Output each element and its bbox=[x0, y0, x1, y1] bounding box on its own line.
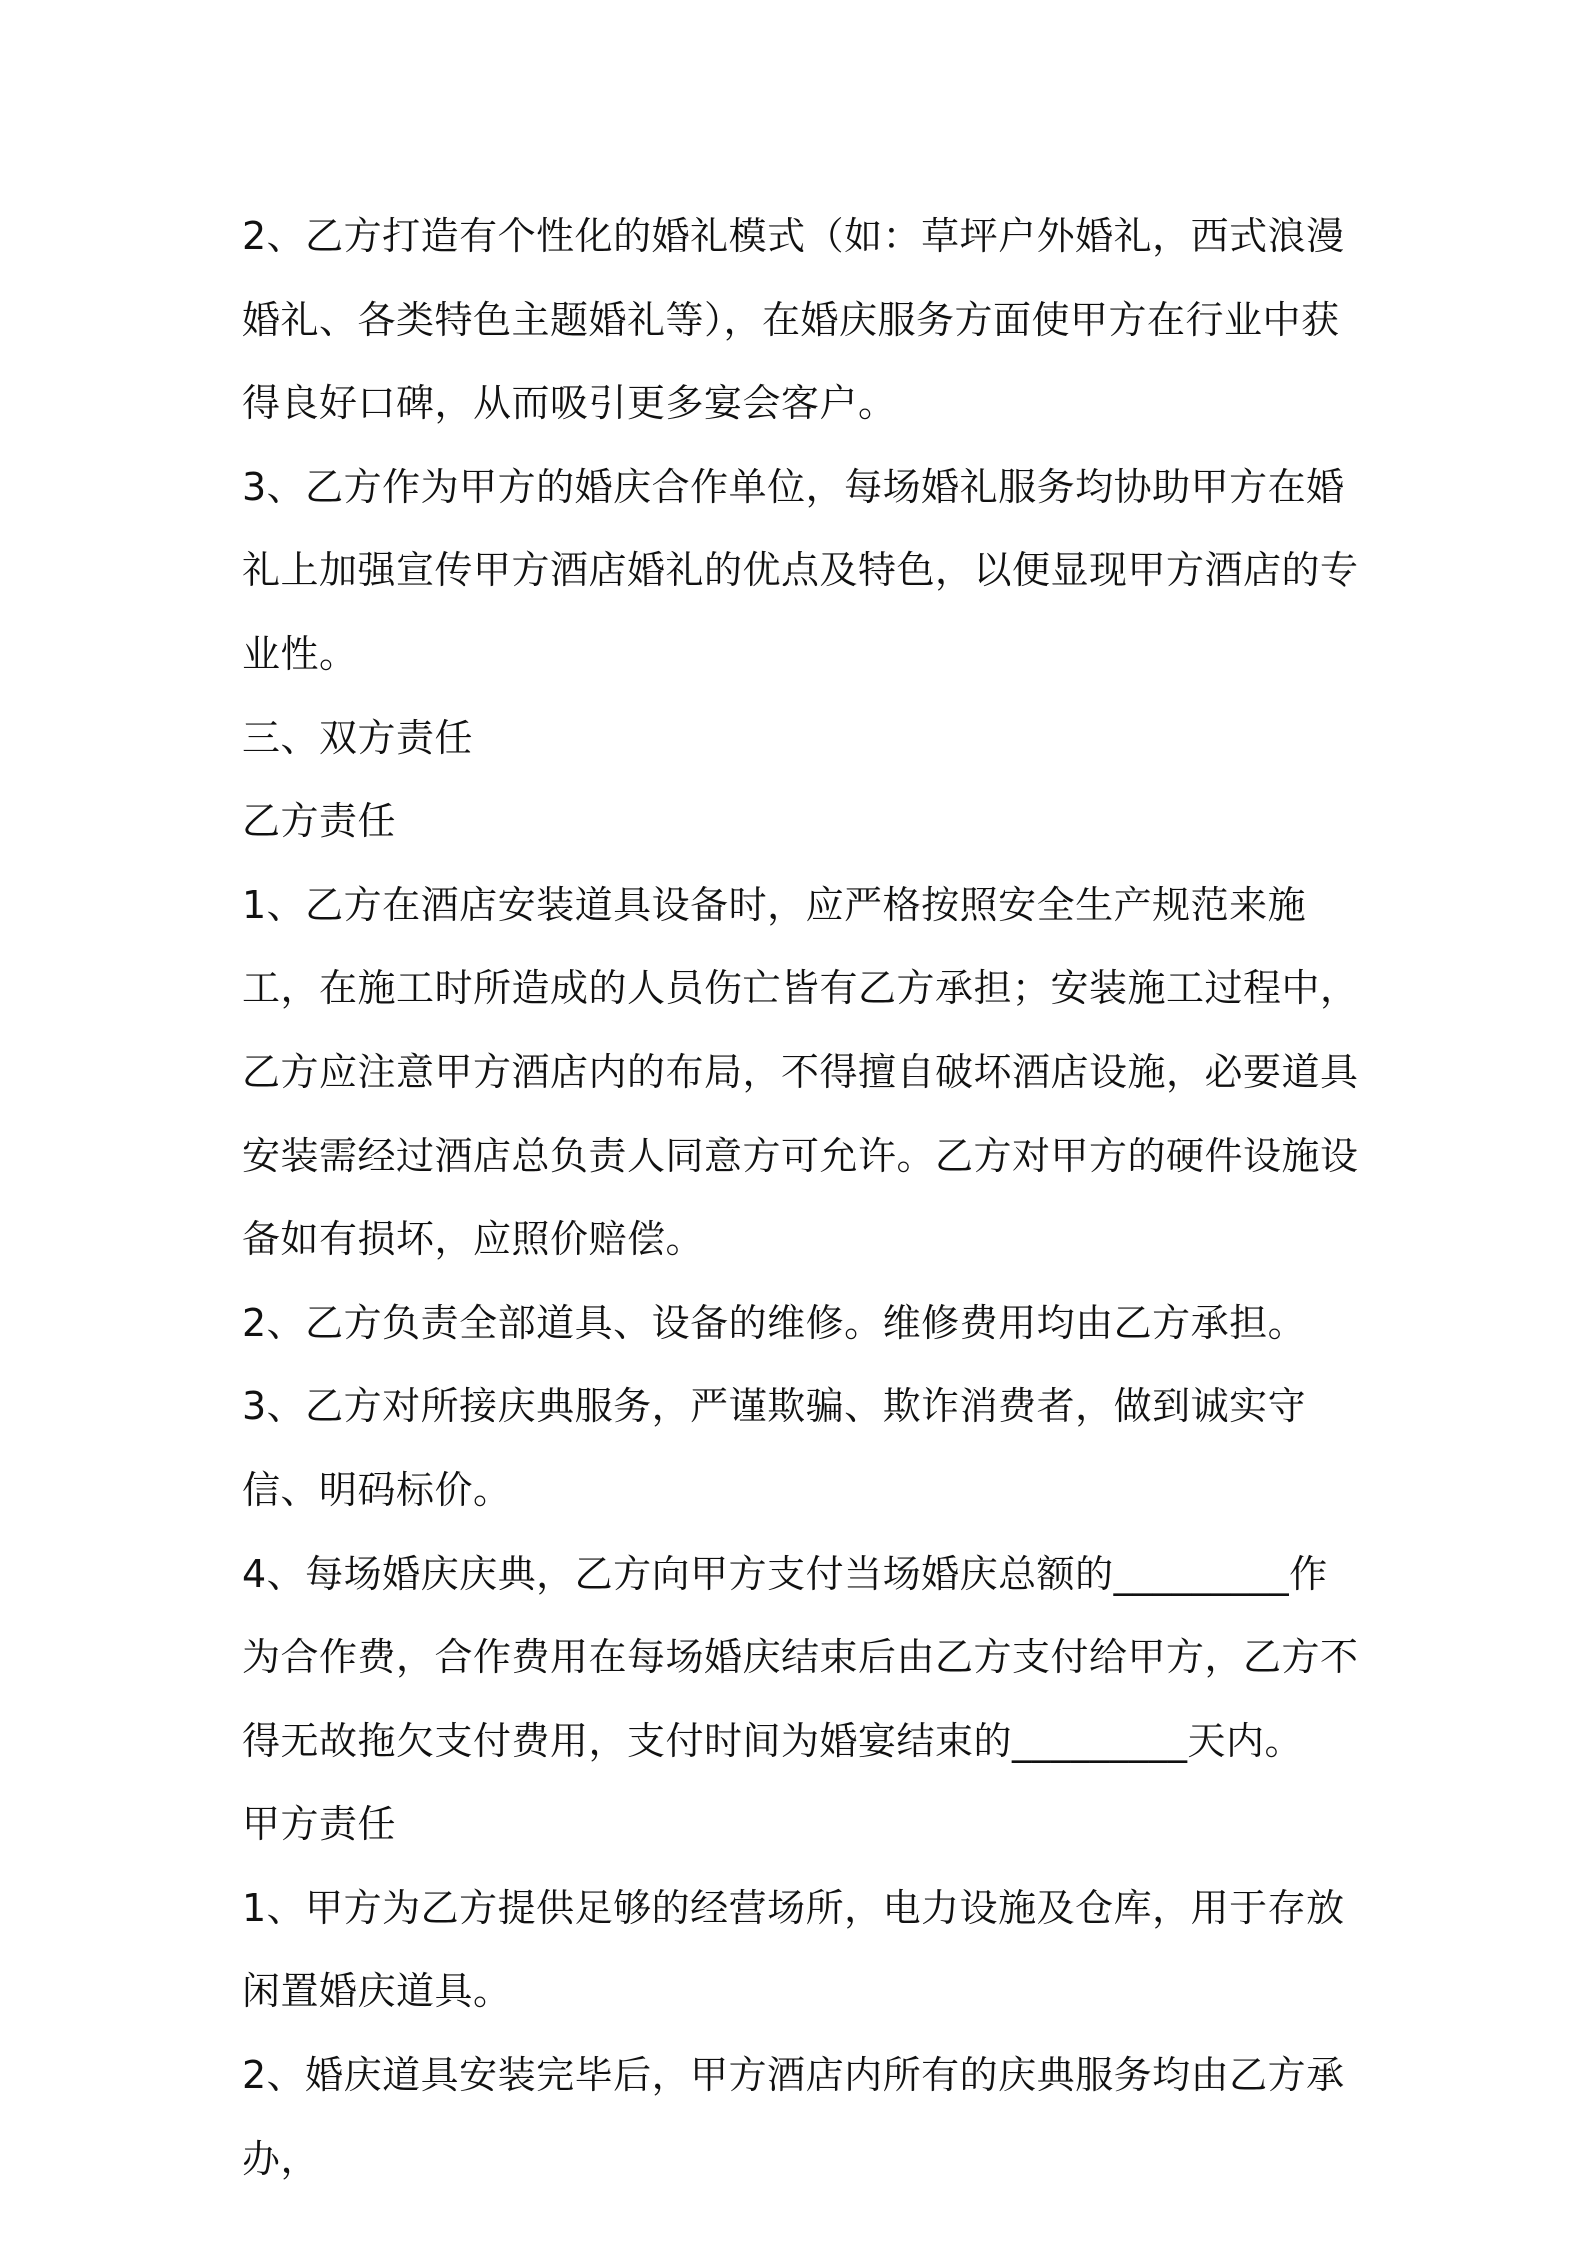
party-a-clause-2: 2、婚庆道具安装完毕后，甲方酒店内所有的庆典服务均由乙方承办， bbox=[242, 2053, 1345, 2181]
party-b-clause-1: 1、乙方在酒店安装道具设备时，应严格按照安全生产规范来施工，在施工时所造成的人员伤亡皆有乙方承担；安装施工过程中，乙方应注意甲方酒店内的布局，不得擅自破坏酒店设施，必要道具安装需经过酒店总负责人同意方可允许。乙方对甲方的硬件设施设备如有损坏，应照价赔偿。 bbox=[242, 882, 1359, 1262]
party-b-clause-4: 4、每场婚庆庆典，乙方向甲方支付当场婚庆总额的_________作为合作费，合作费用在每场婚庆结束后由乙方支付给甲方，乙方不得无故拖欠支付费用，支付时间为婚宴结束的_________天内。 bbox=[242, 1551, 1359, 1763]
party-a-clause-1: 1、甲方为乙方提供足够的经营场所，电力设施及仓库，用于存放闲置婚庆道具。 bbox=[242, 1885, 1345, 2014]
section-heading-mutual-responsibilities: 三、双方责任 bbox=[242, 715, 474, 760]
clause-b3-cooperation-promotion: 3、乙方作为甲方的婚庆合作单位，每场婚礼服务均协助甲方在婚礼上加强宣传甲方酒店婚礼的优点及特色，以便显现甲方酒店的专业性。 bbox=[242, 464, 1359, 676]
party-b-clause-2: 2、乙方负责全部道具、设备的维修。维修费用均由乙方承担。 bbox=[242, 1300, 1307, 1345]
clause-b2-personalized-wedding: 2、乙方打造有个性化的婚礼模式（如：草坪户外婚礼，西式浪漫婚礼、各类特色主题婚礼等），在婚庆服务方面使甲方在行业中获得良好口碑，从而吸引更多宴会客户。 bbox=[242, 214, 1345, 426]
party-b-clause-3: 3、乙方对所接庆典服务，严谨欺骗、欺诈消费者，做到诚实守信、明码标价。 bbox=[242, 1384, 1307, 1512]
subheading-party-b-responsibilities: 乙方责任 bbox=[242, 799, 397, 844]
document-body bbox=[242, 195, 1362, 2201]
subheading-party-a-responsibilities: 甲方责任 bbox=[242, 1802, 397, 1847]
